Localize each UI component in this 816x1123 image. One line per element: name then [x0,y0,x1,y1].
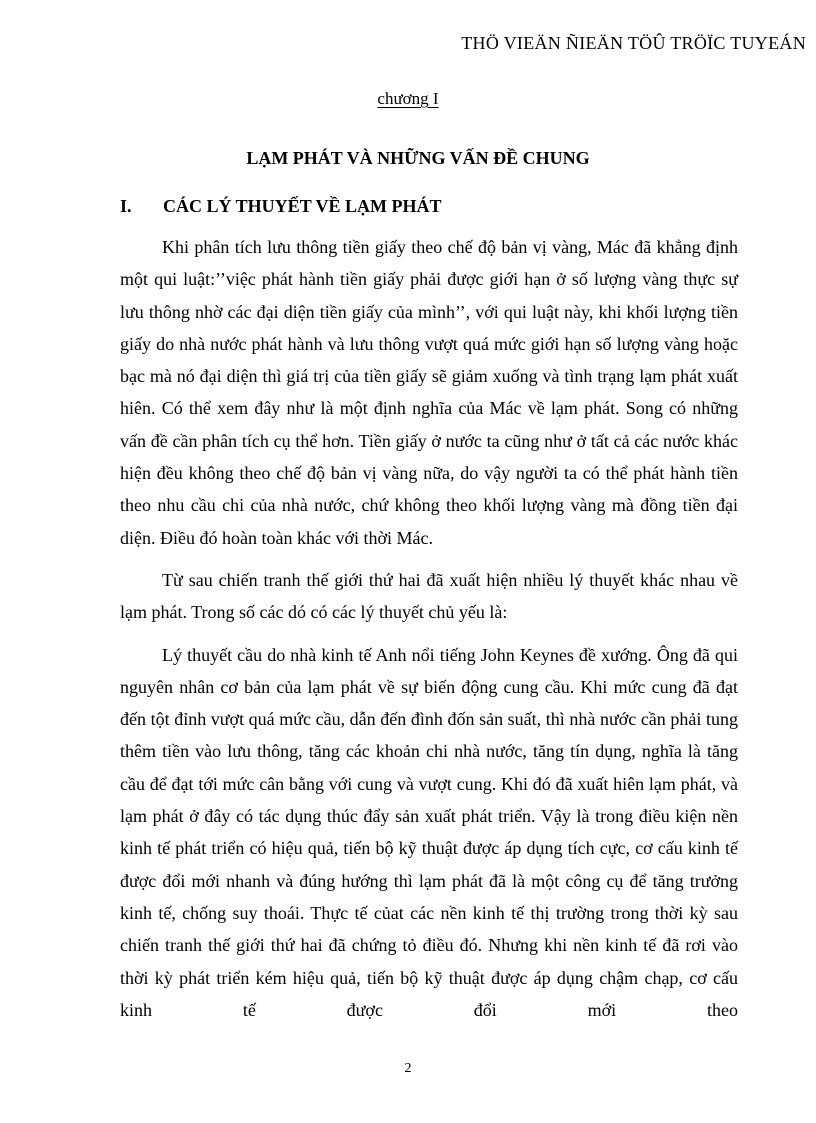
section-heading [120,196,442,217]
paragraph-3: Lý thuyết cầu do nhà kinh tế Anh nổi tiếng John Keynes đề xướng. Ông đã qui nguyên nhân cơ bản của lạm phát về sự biến động cung cầu. Khi mức cung đã đạt đến tột đỉnh vượt quá mức cầu, dẫn đến đình đốn sản suất, thì nhà nước cần phải tung thêm tiền vào lưu thông, tăng các khoản chi nhà nước, tăng tín dụng, nghĩa là tăng cầu để đạt tới mức cân bằng với cung và vượt cung. Khi đó đã xuất hiên lạm phát, và lạm phát ở đây có tác dụng thúc đẩy sản xuất phát triển. Vậy là trong điều kiện nền kinh tế phát triển có hiệu quả, tiến bộ kỹ thuật được áp dụng tích cực, cơ cấu kinh tế được đổi mới nhanh và đúng hướng thì lạm phát đã là một công cụ để tăng trưởng kinh tế, chống suy thoái. Thực tế củat các nền kinh tế thị trường trong thời kỳ sau chiến tranh thế giới thứ hai đã chứng tỏ điều đó. Nhưng khi nền kinh tế đã rơi vào thời kỳ phát triển kém hiệu quả, tiến bộ kỹ thuật được áp dụng chậm chạp, cơ cấu kinh tế được đổi mới theo [120,644,738,1020]
chapter-label [0,89,816,109]
section-number: I. [120,196,132,216]
chapter-label-text: chương I [377,89,439,108]
chapter-title: LẠM PHÁT VÀ NHỮNG VẤN ĐỀ CHUNG [246,148,590,168]
page-number: 2 [404,1061,412,1076]
paragraph-2: Từ sau chiến tranh thế giới thứ hai đã xuất hiện nhiều lý thuyết khác nhau về lạm phát. Trong số các dó có các lý thuyết chủ yếu là: [120,569,738,623]
section-heading-text: CÁC LÝ THUYẾT VỀ LẠM PHÁT [163,196,442,216]
paragraph-1: Khi phân tích lưu thông tiền giấy theo chế độ bản vị vàng, Mác đã khẳng định một qui luật:’’việc phát hành tiền giấy phải được giới hạn ở số lượng vàng thực sự lưu thông nhờ các đại diện tiền giấy của mình’’, với qui luật này, khi khối lượng tiền giấy do nhà nước phát hành và lưu thông vượt quá mức giới hạn số lượng vàng hoặc bạc mà nó đại diện thì giá trị của tiền giấy sẽ giảm xuống và tình trạng lạm phát xuất hiên. Có thể xem đây như là một định nghĩa của Mác về lạm phát. Song có những vấn đề cần phân tích cụ thể hơn. Tiền giấy ở nước ta cũng như ở tất cả các nước khác hiện đều không theo chế độ bản vị vàng nữa, do vậy người ta có thể phát hành tiền theo nhu cầu chi của nhà nước, chứ không theo khối lượng vàng mà đồng tiền đại diện. Điều đó hoàn toàn khác với thời Mác. [120,237,738,548]
library-header: THÖ VIEÄN ÑIEÄN TÖÛ TRÖÏC TUYEÁN [461,33,806,53]
body-text [120,231,738,1026]
